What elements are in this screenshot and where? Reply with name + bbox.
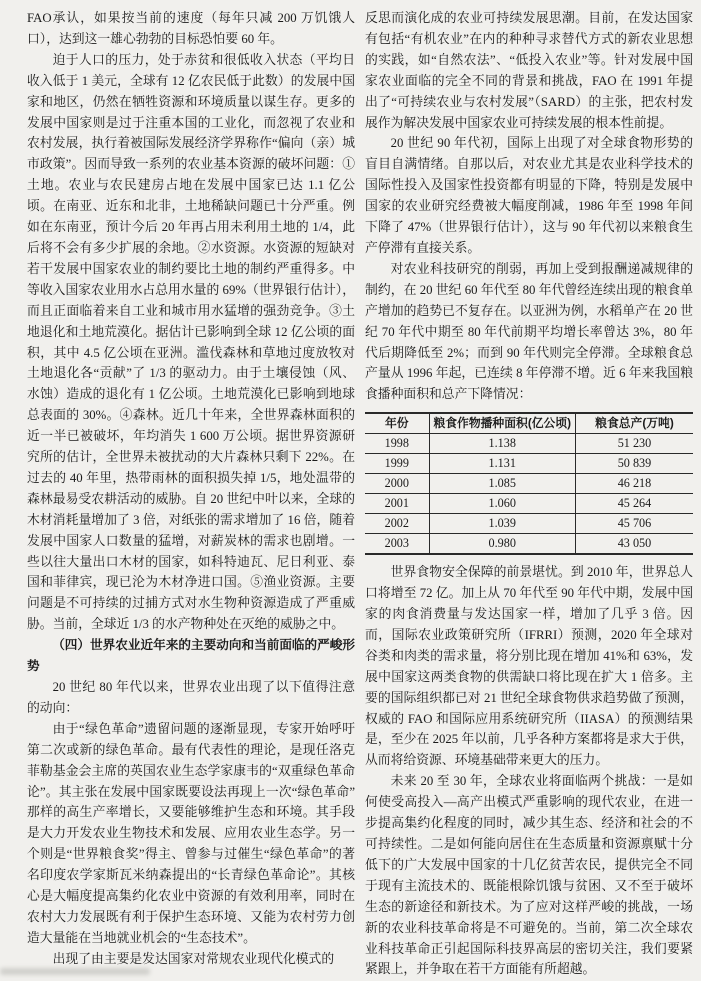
table-row — [365, 454, 693, 474]
table-row — [365, 534, 693, 555]
grain-data-table — [365, 412, 693, 555]
paragraph-food-security-outlook: 世界食物安全保障的前景堪忧。到 2010 年，世界总人口将增至 72 亿。加上从 70 年代至 90 年代中期，发展中国家的肉食消费量与发达国家一样，增加了几乎 3 倍。因而，国际农业政策研究所（IFRRI）预测，2020 年全球对谷类和肉类的需求量，将分别比现在增加 41%和 63%，发展中国家这两类食物的供需缺口将比现在扩大 1 倍多。主要的国际组织都已对 21 世纪全球食物供求趋势做了预测，权威的 FAO 和国际应用系统研究所（IIASA）的预测结果是，至少在 2025 年以前，几乎各种方案都将是求大于供，从而将给资源、环境基础带来更大的压力。 — [365, 565, 693, 768]
table-header — [365, 413, 693, 434]
table-header-total-output: 粮食总产(万吨) — [575, 413, 693, 434]
table-body — [365, 434, 693, 555]
paragraph-future-challenges: 未来 20 至 30 年，全球农业将面临两个挑战：一是如何使受高投入—高产出模式严重影响的现代农业，在进一步提高集约化程度的同时，减少其生态、经济和社会的不可持续性。二是如何能向居住在生态质量和资源禀赋十分低下的广大发展中国家的十几亿贫苦农民，提供完全不同于现有主流技术的、既能根除饥饿与贫困、又不至于破坏生态的新途径和新技术。为了应对这样严峻的挑战，一场新的农业科技革命将是不可避免的。当前，第二次全球农业科技革命正引起国际科技界高层的密切关注，我们要紧紧跟上，并争取在若干方面能有所超越。 — [365, 774, 693, 977]
paragraph-continuation: FAO承认，如果按当前的速度（每年只减 200 万饥饿人口），达到这一雄心勃勃的目标恐怕要 60 年。 — [27, 11, 355, 46]
table-cell-area: 1.138 — [429, 434, 575, 454]
table-cell-output: 45 706 — [575, 514, 693, 534]
table-cell-area: 0.980 — [429, 534, 575, 555]
paragraph-yield-stagnation: 对农业科技研究的削弱，再加上受到报酬递减规律的制约，在 20 世纪 60 年代至 80 年代曾经连续出现的粮食单产增加的趋势已不复存在。以亚洲为例，水稻单产在 20 世纪 70 年代中期至 80 年代前期平均增长率曾达 3%，80 年代后期降低至 2%；而到 90 年代则完全停滞。全球粮食总产量从 1996 年起，已连续 8 年停滞不增。近 6 年来我国粮食播种面积和总产下降情况： — [365, 261, 693, 402]
table-header-row — [365, 413, 693, 434]
paragraph-resource-problems: 迫于人口的压力，处于赤贫和很低收入状态（平均日收入低于 1 美元，全球有 12 亿农民低于此数）的发展中国家和地区，仍然在牺牲资源和环境质量以谋生存。更多的发展中国家则是过于注重本国的工业化，而忽视了农业和农村发展，执行着被国际发展经济学界称作“偏向（亲）城市政策”。因而导致一系列的农业基本资源的破坏问题：①土地。农业与农民建房占地在发展中国家已达 1.1 亿公顷。在南亚、近东和北非，土地稀缺问题已十分严重。例如在东南亚，预计今后 20 年再占用未利用土地的 1/4，此后将不会有多少扩展的余地。②水资源。水资源的短缺对若干发展中国家农业的制约要比土地的制约严重得多。中等收入国家农业用水占总用水量的 69%（世界银行估计），而且正面临着来自工业和城市用水猛增的强劲竞争。③土地退化和土地荒漠化。据估计已影响到全球 12 亿公顷的面积，其中 4.5 亿公顷在亚洲。滥伐森林和草地过度放牧对土地退化各“贡献”了 1/3 的驱动力。由于土壤侵蚀（风、水蚀）造成的退化有 1 亿公顷。土地荒漠化已影响到地球总表面的 30%。④森林。近几十年来，全世界森林面积的近一半已被破坏，年均消失 1 600 万公顷。据世界资源研究所的估计，全世界未被扰动的大片森林只剩下 22%。在过去的 40 年里，热带雨林的面积损失掉 1/5，地处温带的森林最易受农耕活动的威胁。自 20 世纪中叶以来，全球的木材消耗量增加了 3 倍，对纸张的需求增加了 16 倍，随着发展中国家人口数量的猛增，对薪炭林的需求也剧增。一些以往大量出口木材的国家，如科特迪瓦、尼日利亚、泰国和菲律宾，现已沦为木材净进口国。⑤渔业资源。主要问题是不可持续的过捕方式对水生物种资源造成了严重威胁。当前，全球近 1/3 的水产物种处在灭绝的威胁之中。 — [27, 52, 355, 632]
table-cell-output: 46 218 — [575, 474, 693, 494]
scan-smudge-artifact — [0, 968, 150, 975]
table-cell-year: 1999 — [365, 454, 429, 474]
table-header-sown-area: 粮食作物播种面积(亿公顷) — [429, 413, 575, 434]
section-heading: （四）世界农业近年来的主要动向和当前面临的严峻形势 — [27, 638, 355, 674]
table-cell-area: 1.131 — [429, 454, 575, 474]
right-column — [365, 8, 693, 980]
paragraph-trends-intro: 20 世纪 80 年代以来，世界农业出现了以下值得注意的动向： — [27, 680, 355, 715]
table-cell-year: 2003 — [365, 534, 429, 555]
table-cell-output: 45 264 — [575, 494, 693, 514]
table-cell-year: 2001 — [365, 494, 429, 514]
table-cell-year: 2002 — [365, 514, 429, 534]
table-cell-area: 1.060 — [429, 494, 575, 514]
table-row — [365, 434, 693, 454]
paragraph-sustainable-agriculture: 反思而演化成的农业可持续发展思潮。目前，在发达国家有包括“有机农业”在内的种种寻求替代方式的新农业思想的实践，如“自然农法”、“低投入农业”等。针对发展中国家农业面临的完全不同的背景和挑战，FAO 在 1991 年提出了“可持续农业与农村发展”（SARD）的主张，把农村发展作为解决发展中国家农业可持续发展的根本性前提。 — [365, 11, 693, 130]
table-header-year: 年份 — [365, 413, 429, 434]
left-column — [27, 8, 355, 980]
table-cell-area: 1.085 — [429, 474, 575, 494]
table-row — [365, 514, 693, 534]
table-row — [365, 494, 693, 514]
table-cell-output: 50 839 — [575, 454, 693, 474]
two-column-layout — [27, 8, 693, 980]
table-row — [365, 474, 693, 494]
table-cell-year: 1998 — [365, 434, 429, 454]
table-cell-output: 43 050 — [575, 534, 693, 555]
paragraph-green-revolution: 由于“绿色革命”遗留问题的逐渐显现，专家开始呼吁第二次或新的绿色革命。最有代表性的理论，是现任洛克菲勒基金会主席的英国农业生态学家康韦的“双重绿色革命论”。其主张在发展中国家既要设法再现上一次“绿色革命”那样的高生产率增长，又要能够维护生态和环境。其手段是大力开发农业生物技术和发展、应用农业生态学。另一个则是“世界粮食奖”得主、曾参与过催生“绿色革命”的著名印度农学家斯瓦米纳森提出的“长青绿色革命论”。其核心是大幅度提高集约化农业中资源的有效利用率，同时在农村大力发展既有利于保护生态环境、又能为农村劳力创造大量能在当地就业机会的“生态技术”。 — [27, 721, 355, 945]
table-cell-area: 1.039 — [429, 514, 575, 534]
table-cell-output: 51 230 — [575, 434, 693, 454]
table-cell-year: 2000 — [365, 474, 429, 494]
paragraph-column-break: 出现了由主要是发达国家对常规农业现代化模式的 — [52, 951, 335, 966]
paragraph-investment-decline: 20 世纪 90 年代初，国际上出现了对全球食物形势的盲目自满情绪。自那以后，对农业尤其是农业科学技术的国际性投入及国家性投资都有明显的下降，特别是发展中国家的农业研究经费被大幅度削减，1986 年至 1998 年间下降了 47%（世界银行估计），这与 90 年代初以来粮食生产停滞有直接关系。 — [365, 136, 693, 255]
